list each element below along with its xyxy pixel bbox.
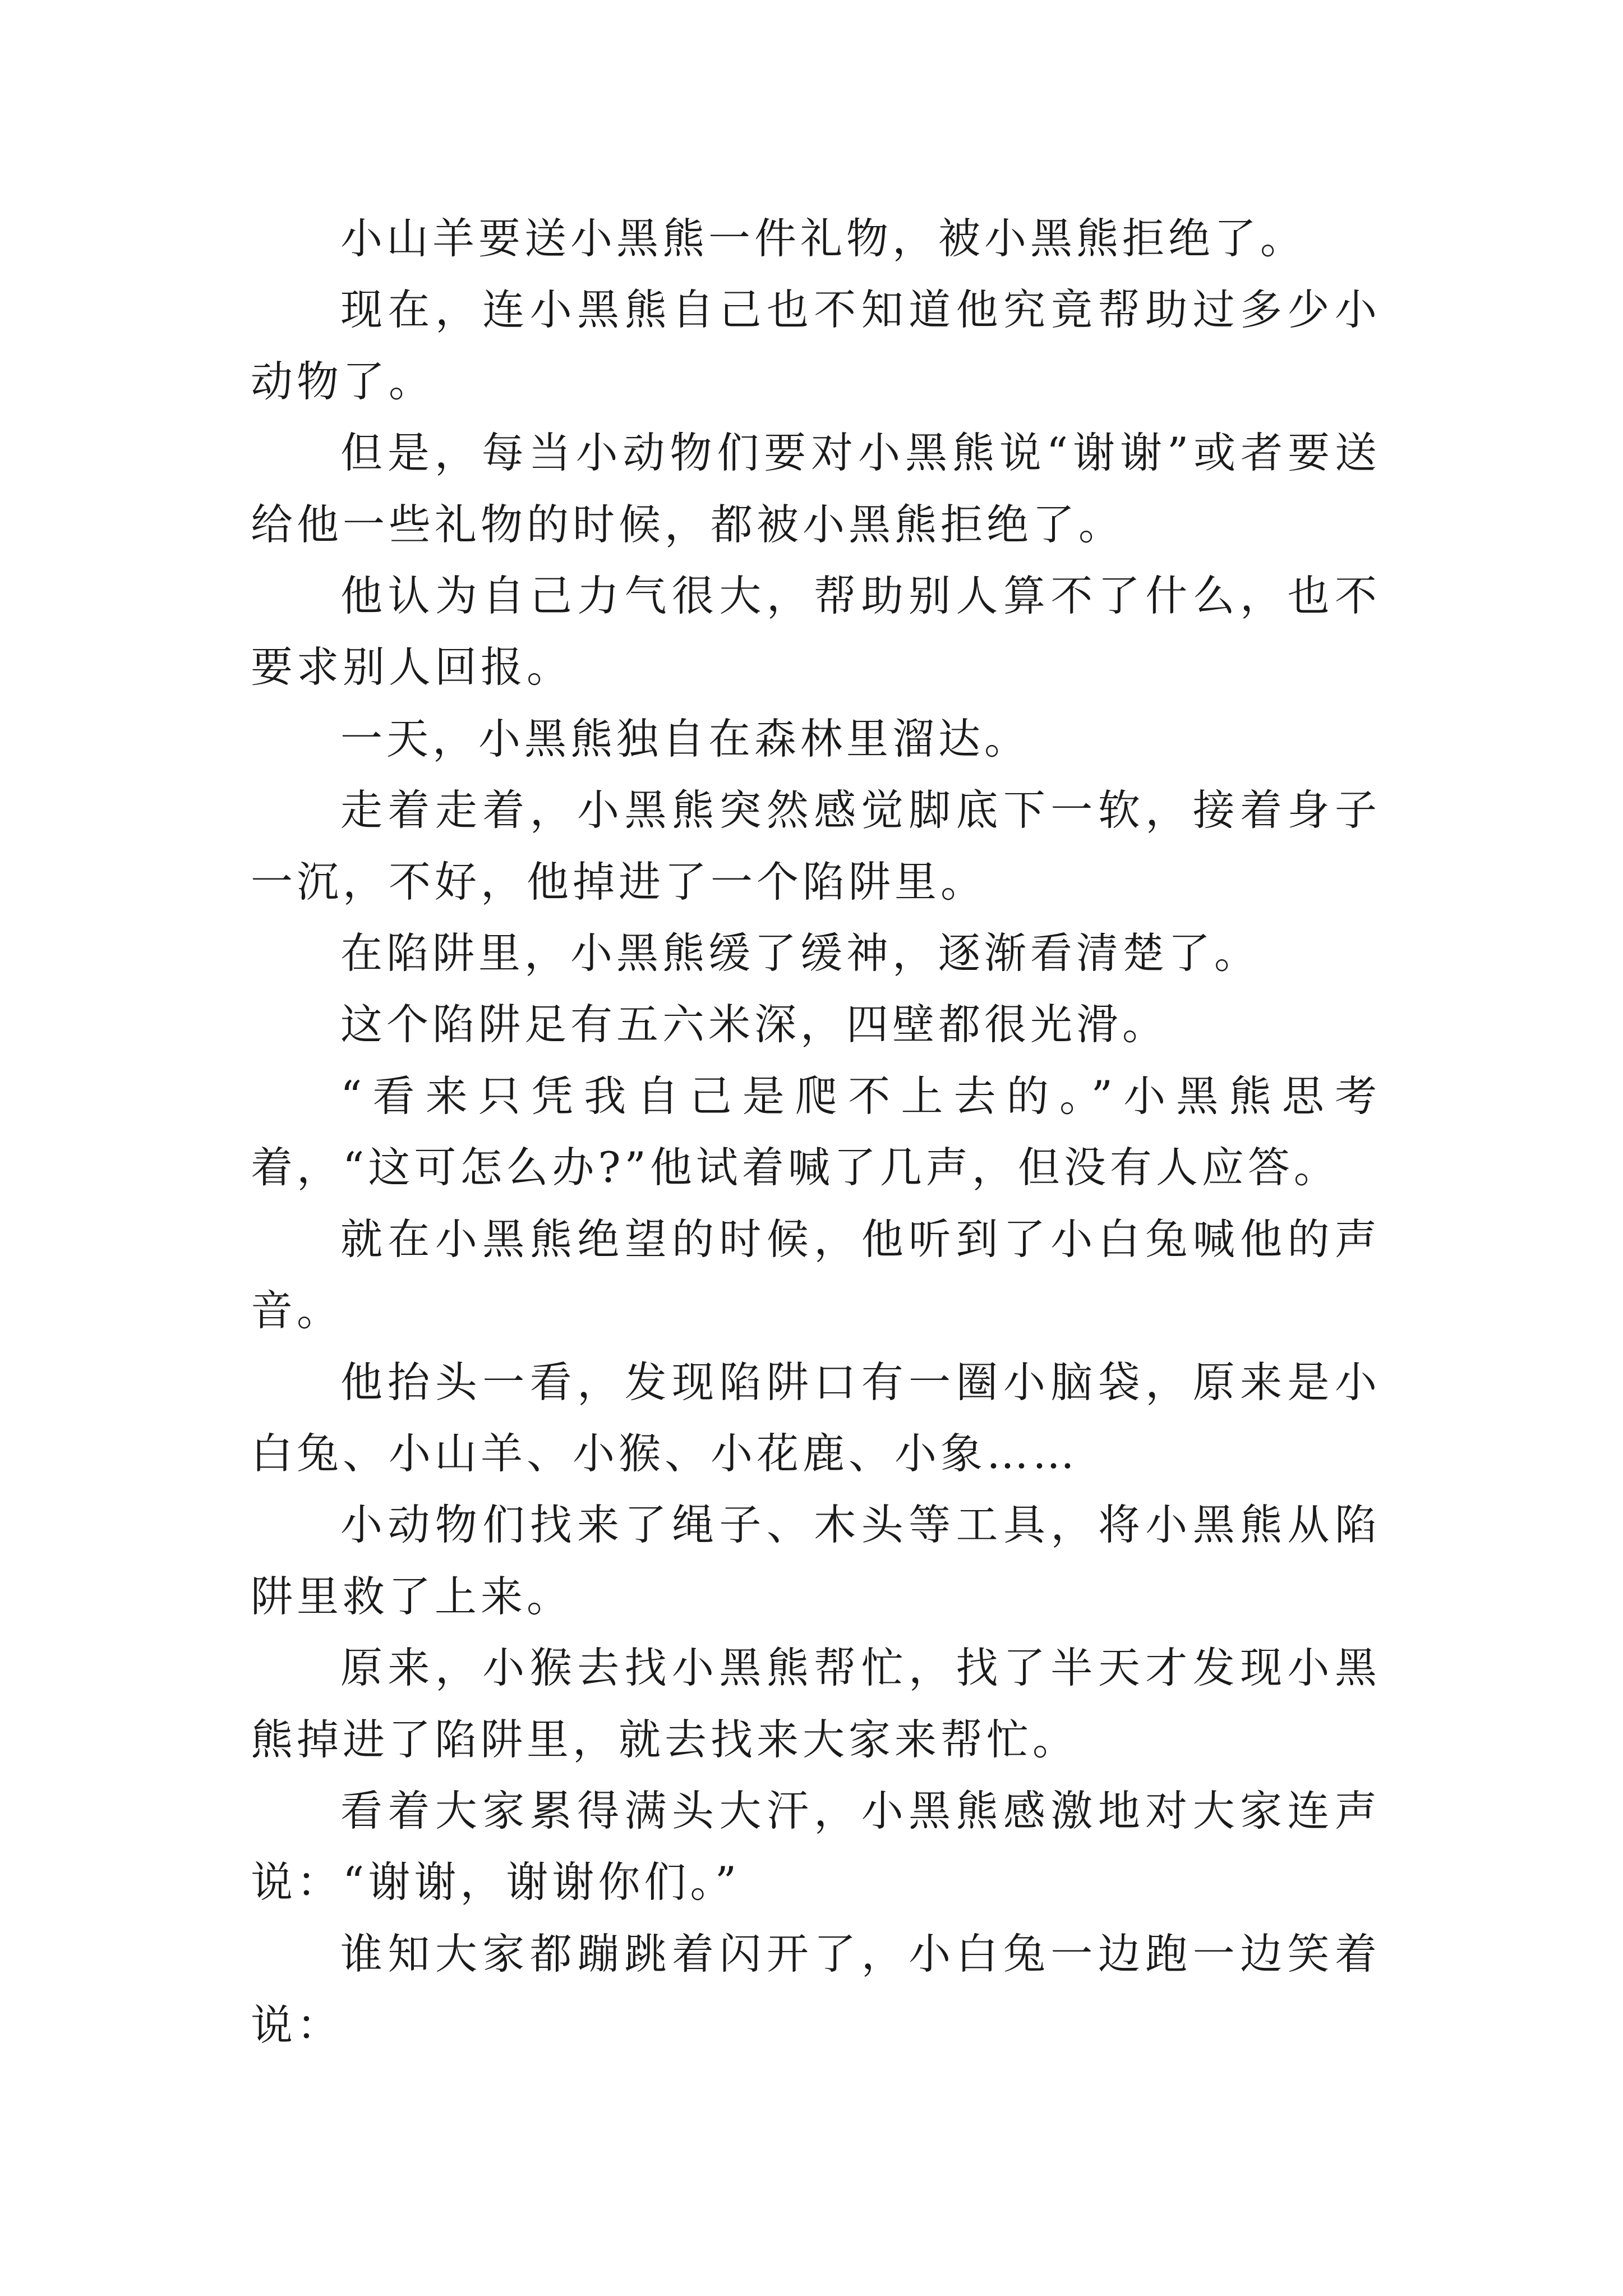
paragraph: 他认为自己力气很大，帮助别人算不了什么，也不要求别人回报。	[251, 571, 1381, 692]
paragraph: 小山羊要送小黑熊一件礼物，被小黑熊拒绝了。	[340, 214, 1307, 263]
paragraph: 就在小黑熊绝望的时候，他听到了小白兔喊他的声音。	[251, 1214, 1381, 1336]
paragraph: 他抬头一看，发现陷阱口有一圈小脑袋，原来是小白兔、小山羊、小猴、小花鹿、小象……	[251, 1357, 1381, 1478]
paragraph: 小动物们找来了绳子、木头等工具，将小黑熊从陷阱里救了上来。	[251, 1500, 1381, 1621]
paragraph: 看着大家累得满头大汗，小黑熊感激地对大家连声说：“谢谢，谢谢你们。”	[251, 1786, 1381, 1907]
paragraph: 现在，连小黑熊自己也不知道他究竟帮助过多少小动物了。	[251, 285, 1381, 406]
paragraph: 原来，小猴去找小黑熊帮忙，找了半天才发现小黑熊掉进了陷阱里，就去找来大家来帮忙。	[251, 1643, 1381, 1764]
paragraph: 走着走着，小黑熊突然感觉脚底下一软，接着身子一沉，不好，他掉进了一个陷阱里。	[251, 785, 1381, 907]
paragraph: 在陷阱里，小黑熊缓了缓神，逐渐看清楚了。	[340, 928, 1261, 978]
story-text	[251, 203, 1381, 2062]
paragraph: 但是，每当小动物们要对小黑熊说“谢谢”或者要送给他一些礼物的时候，都被小黑熊拒绝了。	[251, 428, 1381, 549]
paragraph: 谁知大家都蹦跳着闪开了，小白兔一边跑一边笑着说：	[251, 1929, 1381, 2050]
paragraph: 这个陷阱足有五六米深，四壁都很光滑。	[340, 1000, 1169, 1050]
paragraph: “看来只凭我自己是爬不上去的。”小黑熊思考着，“这可怎么办?”他试着喊了几声，但没有人应答。	[251, 1071, 1381, 1193]
paragraph: 一天，小黑熊独自在森林里溜达。	[340, 714, 1031, 763]
